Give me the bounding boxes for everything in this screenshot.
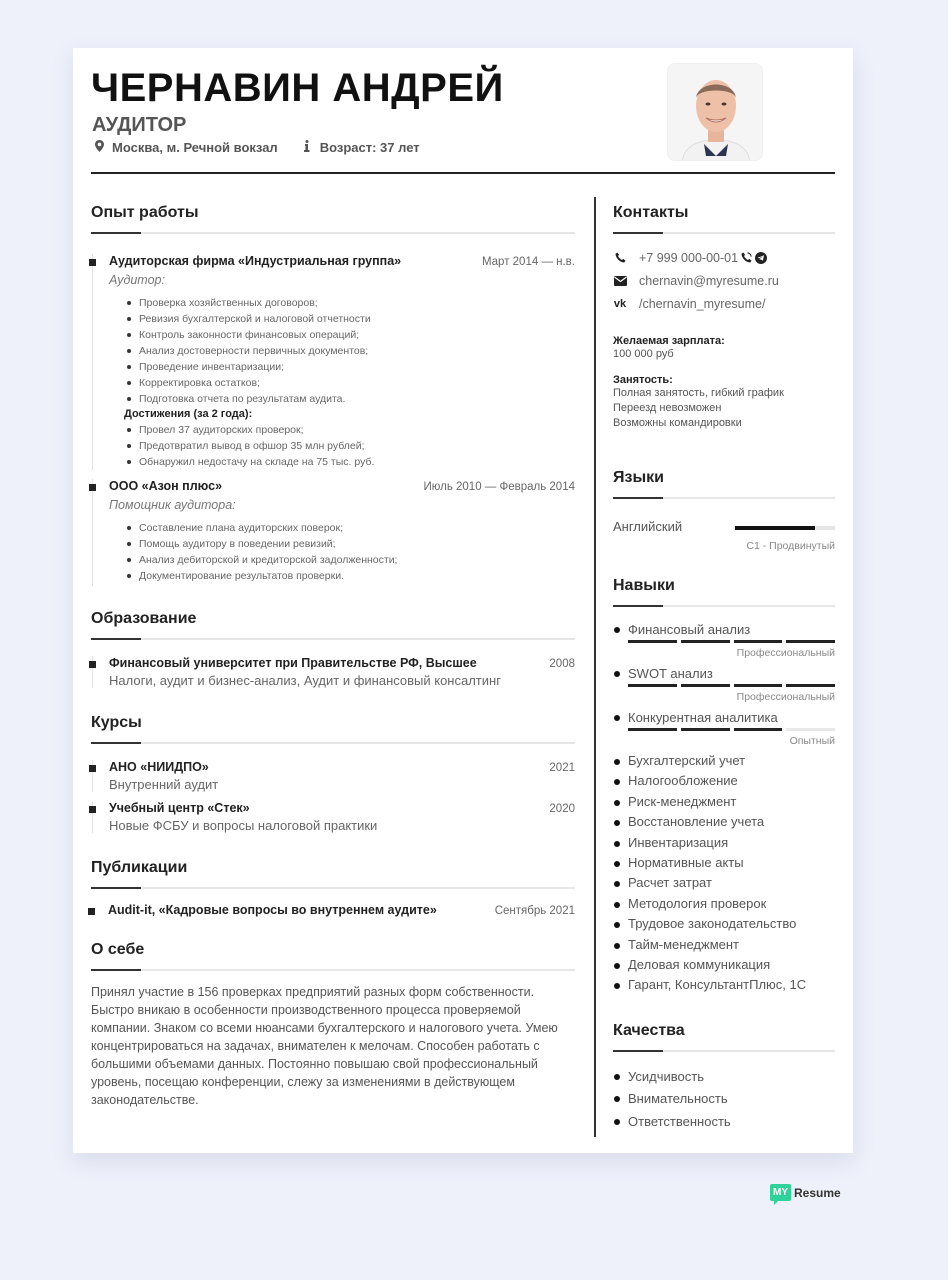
skill-item: Расчет затрат	[613, 873, 835, 893]
duty-item: Помощь аудитору в поведении ревизий;	[124, 536, 575, 552]
job-date: Март 2014 — н.в.	[481, 256, 575, 268]
section-underline	[91, 742, 575, 744]
skill-rated	[613, 709, 835, 749]
qualities-section	[613, 1022, 835, 1134]
candidate-meta	[92, 140, 420, 155]
skill-level-segment	[681, 640, 730, 643]
education-name: Финансовый университет при Правительстве РФ, Высшее	[109, 656, 477, 670]
duty-item: Подготовка отчета по результатам аудита.	[124, 391, 575, 407]
skill-level-segment	[734, 640, 783, 643]
rated-skills-list	[613, 621, 835, 749]
skill-level-segment	[628, 684, 677, 687]
section-underline	[613, 1050, 835, 1052]
dot-bullet-icon	[614, 715, 620, 721]
skill-level-bar	[628, 728, 835, 731]
square-bullet-icon	[88, 908, 95, 915]
salary-label: Желаемая зарплата:	[613, 335, 725, 347]
left-column	[91, 198, 575, 1109]
skill-level: Профессиональный	[736, 691, 835, 703]
publication-date: Сентябрь 2021	[494, 905, 575, 917]
myresume-logo[interactable]	[770, 1184, 841, 1201]
salary-value: 100 000 руб	[613, 348, 674, 360]
publication-entry	[92, 903, 575, 917]
section-underline	[613, 605, 835, 607]
course-details: Внутренний аудит	[109, 777, 219, 792]
duty-item: Контроль законности финансовых операций;	[124, 327, 575, 343]
vk-handle[interactable]: /chernavin_myresume/	[639, 296, 766, 311]
contacts-section	[613, 198, 835, 431]
about-section	[91, 941, 575, 1109]
email-address[interactable]: chernavin@myresume.ru	[639, 273, 779, 288]
logo-badge: MY	[770, 1184, 791, 1201]
language-row	[613, 519, 835, 534]
section-underline	[613, 497, 835, 499]
phone-number[interactable]: +7 999 000-00-01	[639, 250, 739, 265]
languages-section	[613, 469, 835, 552]
section-underline	[91, 969, 575, 971]
course-details: Новые ФСБУ и вопросы налоговой практики	[109, 818, 378, 833]
course-year: 2021	[549, 762, 575, 774]
achievement-item: Провел 37 аудиторских проверок;	[124, 422, 575, 438]
vk-icon: vk	[613, 297, 627, 310]
skill-item: Деловая коммуникация	[613, 955, 835, 975]
section-title-courses: Курсы	[91, 714, 142, 731]
skill-item: Методология проверок	[613, 894, 835, 914]
course-entry	[92, 801, 575, 833]
duty-item: Составление плана аудиторских поверок;	[124, 520, 575, 536]
course-year: 2020	[549, 803, 575, 815]
resume-header	[91, 48, 835, 174]
contact-vk	[613, 292, 835, 315]
duty-item: Документирование результатов проверки.	[124, 568, 575, 584]
quality-item: Ответственность	[613, 1111, 835, 1134]
skill-level-segment	[681, 684, 730, 687]
job-role: Аудитор:	[109, 273, 165, 287]
language-level-fill	[735, 526, 815, 530]
section-title-education: Образование	[91, 610, 197, 627]
section-title-publications: Публикации	[91, 859, 188, 876]
contact-phone	[613, 246, 835, 269]
skill-level: Профессиональный	[736, 647, 835, 659]
candidate-location: Москва, м. Речной вокзал	[112, 140, 278, 155]
salary-block	[613, 335, 835, 362]
column-divider	[594, 197, 596, 1137]
skill-item: Бухгалтерский учет	[613, 751, 835, 771]
right-column	[613, 198, 835, 1133]
skill-item: Восстановление учета	[613, 812, 835, 832]
skill-level: Опытный	[789, 735, 835, 747]
duty-item: Анализ достоверности первичных документов;	[124, 343, 575, 359]
skill-level-segment	[628, 640, 677, 643]
achievement-item: Обнаружил недостачу на складе на 75 тыс. руб.	[124, 454, 575, 470]
skill-item: Гарант, КонсультантПлюс, 1С	[613, 975, 835, 995]
course-name: Учебный центр «Стек»	[109, 801, 250, 815]
mail-icon	[613, 276, 627, 286]
achievement-item: Предотвратил вывод в офшор 35 млн рублей;	[124, 438, 575, 454]
duty-item: Анализ дебиторской и кредиторской задолженности;	[124, 552, 575, 568]
section-underline	[91, 887, 575, 889]
section-title-experience: Опыт работы	[91, 204, 199, 221]
square-bullet-icon	[89, 765, 96, 772]
skill-rated	[613, 621, 835, 661]
employment-block	[613, 374, 835, 431]
course-name: АНО «НИИДПО»	[109, 760, 209, 774]
section-title-skills: Навыки	[613, 577, 675, 594]
phone-icon	[613, 252, 627, 263]
courses-section	[91, 714, 575, 833]
section-underline	[91, 232, 575, 234]
square-bullet-icon	[89, 259, 96, 266]
skill-level-segment	[628, 728, 677, 731]
duty-item: Корректировка остатков;	[124, 375, 575, 391]
company-name: Аудиторская фирма «Индустриальная группа»	[109, 254, 402, 268]
duties-list	[124, 520, 575, 584]
section-underline	[91, 638, 575, 640]
skill-level-segment	[734, 728, 783, 731]
skill-level-segment	[786, 684, 835, 687]
skills-section	[613, 577, 835, 996]
square-bullet-icon	[89, 484, 96, 491]
candidate-age: Возраст: 37 лет	[319, 140, 420, 155]
section-title-languages: Языки	[613, 469, 664, 486]
duties-list	[124, 295, 575, 407]
resume-page	[73, 48, 853, 1153]
skill-item: Риск-менеджмент	[613, 792, 835, 812]
quality-item: Внимательность	[613, 1088, 835, 1111]
skill-level-segment	[786, 728, 835, 731]
language-level-bar	[735, 526, 835, 530]
duty-item: Проведение инвентаризации;	[124, 359, 575, 375]
skill-rated	[613, 665, 835, 705]
candidate-photo	[667, 63, 763, 161]
publications-section	[91, 859, 575, 917]
skill-item: Трудовое законодательство	[613, 914, 835, 934]
employment-item: Переезд невозможен	[613, 402, 722, 414]
skills-list	[613, 751, 835, 996]
skill-item: Налогообложение	[613, 771, 835, 791]
dot-bullet-icon	[614, 627, 620, 633]
contact-email	[613, 269, 835, 292]
skill-level-segment	[786, 640, 835, 643]
info-icon	[300, 140, 314, 155]
experience-entry	[92, 254, 575, 470]
experience-entry	[92, 479, 575, 586]
skill-item: Инвентаризация	[613, 833, 835, 853]
quality-item: Усидчивость	[613, 1066, 835, 1089]
qualities-list	[613, 1066, 835, 1134]
skill-level-segment	[681, 728, 730, 731]
telegram-icon[interactable]	[755, 252, 767, 264]
square-bullet-icon	[89, 806, 96, 813]
employment-item: Возможны командировки	[613, 417, 742, 429]
skill-item: Нормативные акты	[613, 853, 835, 873]
publication-name: Audit-it, «Кадровые вопросы во внутреннем аудите»	[108, 903, 437, 917]
course-entry	[92, 760, 575, 792]
language-level: C1 - Продвинутый	[746, 540, 835, 552]
map-pin-icon	[92, 140, 106, 155]
language-name: Английский	[613, 519, 683, 534]
skill-name: Финансовый анализ	[628, 622, 751, 637]
education-year: 2008	[549, 658, 575, 670]
achievements-title: Достижения (за 2 года):	[124, 408, 253, 420]
duty-item: Проверка хозяйственных договоров;	[124, 295, 575, 311]
job-role: Помощник аудитора:	[109, 498, 236, 512]
skill-item: Тайм-менеджмент	[613, 935, 835, 955]
employment-label: Занятость:	[613, 374, 673, 386]
viber-icon[interactable]	[741, 252, 752, 263]
education-section	[91, 610, 575, 688]
section-title-about: О себе	[91, 941, 145, 958]
logo-text: Resume	[794, 1185, 841, 1200]
skill-name: SWOT анализ	[628, 666, 713, 681]
job-date: Июль 2010 — Февраль 2014	[423, 481, 575, 493]
education-entry	[92, 656, 575, 688]
experience-section	[91, 198, 575, 586]
about-text: Принял участие в 156 проверках предприятий разных форм собственности. Быстро вникаю в особенности производственного процесса проверяемой компании. Знаком со всеми нюансами бухгалтерского и налогового учета. Умею концентрироваться на задачах, внимателен к мелочам. Способен работать с большими объемами данных. Постоянно повышаю свой профессиональный уровень, посещаю конференции, слежу за изменениями в действующем законодательстве.	[91, 985, 558, 1107]
skill-level-bar	[628, 684, 835, 687]
square-bullet-icon	[89, 661, 96, 668]
skill-level-bar	[628, 640, 835, 643]
candidate-name: ЧЕРНАВИН АНДРЕЙ	[91, 66, 504, 110]
employment-item: Полная занятость, гибкий график	[613, 387, 784, 399]
company-name: ООО «Азон плюс»	[109, 479, 223, 493]
education-details: Налоги, аудит и бизнес-анализ, Аудит и финансовый консалтинг	[109, 673, 501, 688]
candidate-position: АУДИТОР	[92, 114, 187, 136]
section-title-qualities: Качества	[613, 1021, 685, 1039]
achievements-list	[124, 422, 575, 470]
duty-item: Ревизия бухгалтерской и налоговой отчетности	[124, 311, 575, 327]
section-title-contacts: Контакты	[613, 204, 689, 221]
skill-name: Конкурентная аналитика	[628, 710, 778, 725]
section-underline	[613, 232, 835, 234]
dot-bullet-icon	[614, 671, 620, 677]
skill-level-segment	[734, 684, 783, 687]
